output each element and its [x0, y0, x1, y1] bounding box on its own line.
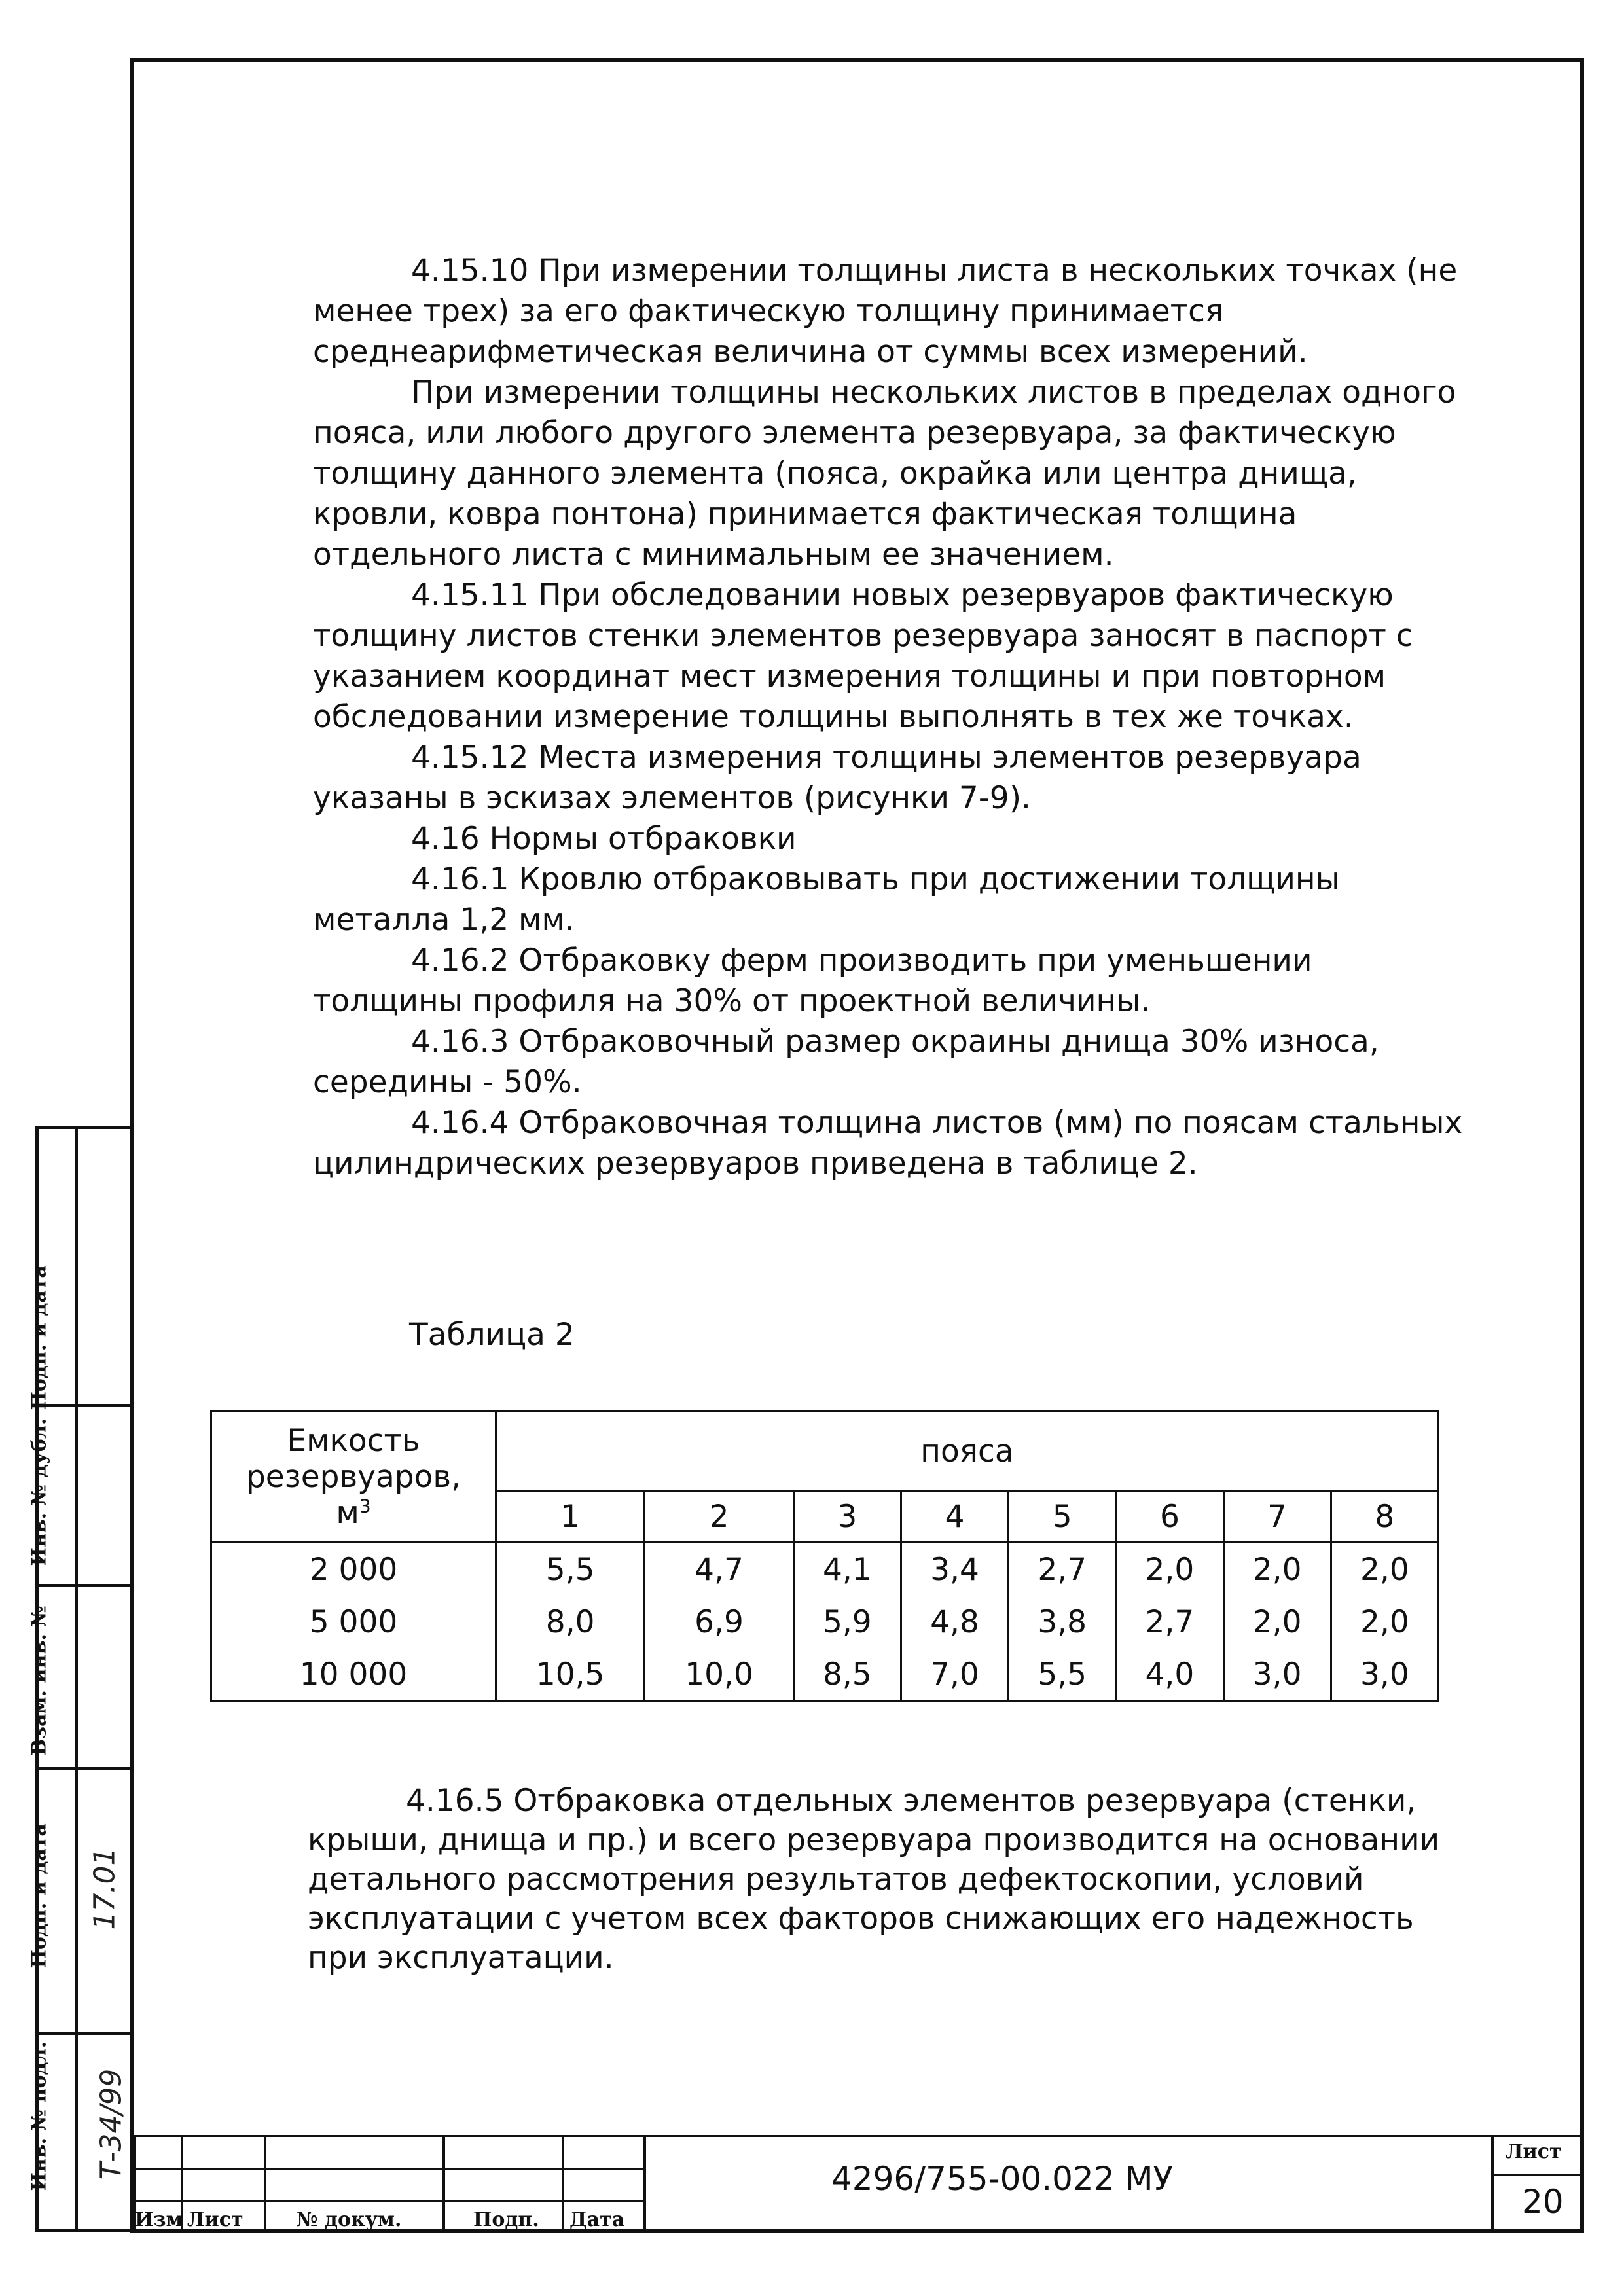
thickness-cell: 7,0	[901, 1648, 1008, 1702]
document-code: 4296/755-00.022 МУ	[831, 2160, 1174, 2198]
paragraph-4-15-11: 4.15.11 При обследовании новых резервуаров фактическую толщину листов стенки элементов резервуара заносят в паспорт с указанием координат мест измерения толщины и при повторном обследовании измерение толщины выполнять в тех же точках.	[313, 577, 1413, 735]
thickness-cell: 10,0	[645, 1648, 793, 1702]
thickness-cell: 4,1	[793, 1543, 901, 1596]
thickness-cell: 3,8	[1009, 1596, 1116, 1648]
body-text-after-table	[308, 1782, 1473, 1978]
paragraph-4-16-1: 4.16.1 Кровлю отбраковывать при достижении толщины металла 1,2 мм.	[313, 861, 1340, 938]
stamp-replace-inv: Взам. инв. №	[27, 1605, 51, 1756]
heading-4-16: 4.16 Нормы отбраковки	[411, 821, 797, 857]
title-block-col-line	[442, 2135, 445, 2233]
paragraph-4-15-10: 4.15.10 При измерении толщины листа в нескольких точках (не менее трех) за его фактическую толщину принимается среднеарифметическая величина от суммы всех измерений.	[313, 253, 1458, 370]
title-block-col-line	[562, 2135, 564, 2233]
thickness-cell: 8,5	[793, 1648, 901, 1702]
thickness-cell: 4,0	[1116, 1648, 1223, 1702]
stamp-row-line	[39, 1404, 130, 1407]
col-sign-label: Подп.	[473, 2208, 539, 2231]
thickness-cell: 3,4	[901, 1543, 1008, 1596]
capacity-cell: 10 000	[211, 1648, 496, 1702]
capacity-header: Емкость резервуаров,	[245, 1423, 461, 1495]
rejection-thickness-table	[210, 1410, 1439, 1702]
col-doc-label: № докум.	[297, 2208, 402, 2231]
thickness-cell: 2,0	[1116, 1543, 1223, 1596]
stamp-row-line	[39, 2032, 130, 2035]
thickness-cell: 2,7	[1116, 1596, 1223, 1648]
belt-number-cell: 5	[1009, 1491, 1116, 1543]
thickness-cell: 8,0	[496, 1596, 645, 1648]
thickness-cell: 2,0	[1331, 1543, 1438, 1596]
thickness-cell: 10,5	[496, 1648, 645, 1702]
capacity-unit-sup: 3	[359, 1495, 371, 1517]
title-block-col-line	[264, 2135, 266, 2233]
thickness-cell: 4,8	[901, 1596, 1008, 1648]
capacity-cell: 2 000	[211, 1543, 496, 1596]
belt-number-cell: 1	[496, 1491, 645, 1543]
paragraph-4-15-12: 4.15.12 Места измерения толщины элементов резервуара указаны в эскизах элементов (рисунки 7-9).	[313, 740, 1362, 816]
table-row	[211, 1648, 1439, 1702]
thickness-cell: 3,0	[1331, 1648, 1438, 1702]
title-block-row-line	[130, 2168, 643, 2170]
thickness-cell: 2,0	[1223, 1596, 1331, 1648]
sheet-number: 20	[1522, 2183, 1564, 2221]
capacity-unit: м	[336, 1495, 359, 1531]
thickness-cell: 2,7	[1009, 1543, 1116, 1596]
title-block-top-line	[130, 2135, 1584, 2137]
table-body	[211, 1543, 1439, 1702]
belt-number-cell: 3	[793, 1491, 901, 1543]
thickness-cell: 2,0	[1223, 1543, 1331, 1596]
stamp-inv-dup: Инв. № дубл.	[27, 1418, 51, 1566]
thickness-cell: 5,5	[496, 1543, 645, 1596]
title-block-col-line	[643, 2135, 646, 2233]
title-block-row-line	[130, 2200, 643, 2202]
belt-number-cell: 2	[645, 1491, 793, 1543]
handwritten-date: 17.01	[88, 1847, 122, 1930]
thickness-cell: 5,9	[793, 1596, 901, 1648]
belt-number-cell: 7	[1223, 1491, 1331, 1543]
table-row	[211, 1543, 1439, 1596]
belt-number-cell: 4	[901, 1491, 1008, 1543]
thickness-cell: 5,5	[1009, 1648, 1116, 1702]
table-row	[211, 1596, 1439, 1648]
paragraph-4-16-4: 4.16.4 Отбраковочная толщина листов (мм) по поясам стальных цилиндрических резервуаров приведена в таблице 2.	[313, 1105, 1463, 1181]
paragraph-4-16-2: 4.16.2 Отбраковку ферм производить при уменьшении толщины профиля на 30% от проектной величины.	[313, 942, 1312, 1019]
stamp-sign-date-top: Подп. и дата	[27, 1265, 51, 1410]
stamp-sign-date-bottom: Подп. и дата	[27, 1823, 51, 1969]
col-izm-label: Изм	[135, 2208, 183, 2231]
thickness-cell: 2,0	[1331, 1596, 1438, 1648]
thickness-cell: 6,9	[645, 1596, 793, 1648]
paragraph-4-16-3: 4.16.3 Отбраковочный размер окраины днища 30% износа, середины - 50%.	[313, 1024, 1379, 1100]
capacity-cell: 5 000	[211, 1596, 496, 1648]
thickness-cell: 4,7	[645, 1543, 793, 1596]
paragraph-4-16-5: 4.16.5 Отбраковка отдельных элементов резервуара (стенки, крыши, днища и пр.) и всего резервуара производится на основании детального рассмотрения результатов дефектоскопии, условий эксплуатации с учетом всех факторов снижающих его надежность при эксплуатации.	[308, 1783, 1440, 1976]
title-block-col-line	[1491, 2135, 1494, 2233]
capacity-header-cell	[211, 1412, 496, 1543]
col-list-label: Лист	[187, 2208, 244, 2231]
belt-number-cell: 6	[1116, 1491, 1223, 1543]
thickness-cell: 3,0	[1223, 1648, 1331, 1702]
handwritten-inventory-number: Т-34/99	[94, 2068, 128, 2180]
stamp-divider	[75, 1129, 78, 2229]
stamp-row-line	[39, 1767, 130, 1770]
table-caption: Таблица 2	[409, 1317, 575, 1353]
col-date-label: Дата	[569, 2208, 625, 2231]
paragraph-thickness-multiple: При измерении толщины нескольких листов в пределах одного пояса, или любого другого элемента резервуара, за фактическую толщину данного элемента (пояса, окрайка или центра днища, кровли, ковра понтона) принимается фактическая толщина отдельного листа с минимальным ее значением.	[313, 374, 1456, 573]
stamp-inv-orig: Инв. № подл.	[27, 2041, 51, 2191]
body-text	[313, 251, 1465, 1184]
belts-header: пояса	[496, 1412, 1439, 1491]
stamp-row-line	[39, 1584, 130, 1587]
belt-number-cell: 8	[1331, 1491, 1438, 1543]
sheet-cell-line	[1491, 2174, 1584, 2176]
sheet-label: Лист	[1506, 2140, 1562, 2163]
